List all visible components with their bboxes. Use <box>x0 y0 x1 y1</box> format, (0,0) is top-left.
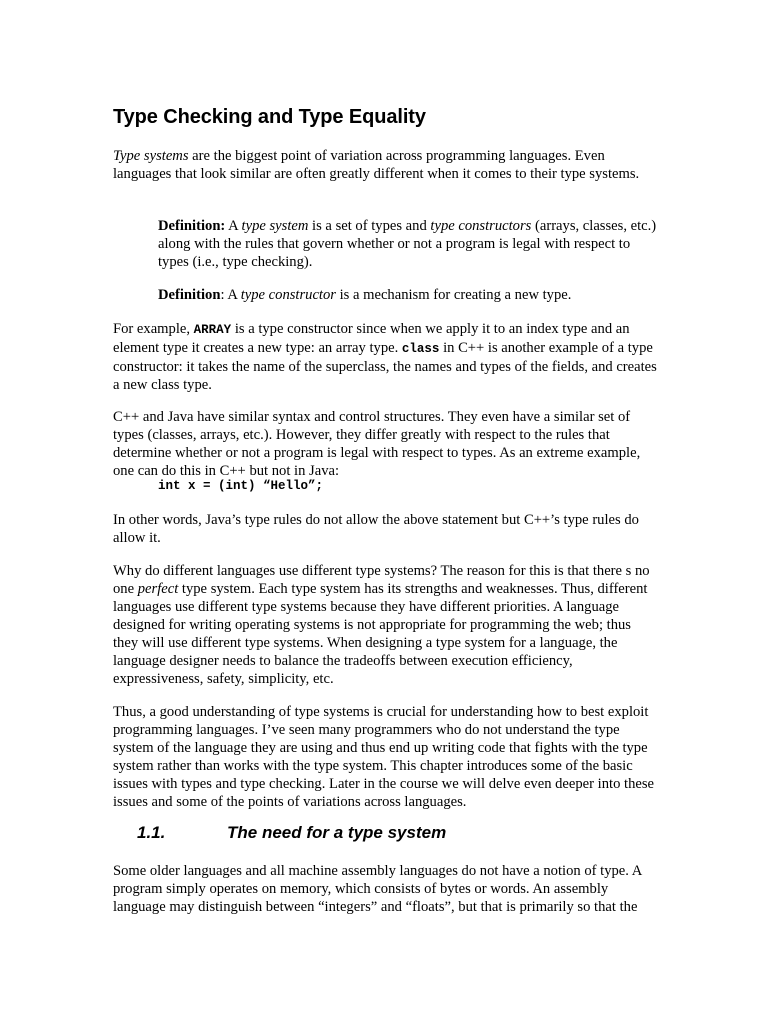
java-rules-paragraph: In other words, Java’s type rules do not allow the above statement but C++’s type rules do allow it. <box>113 512 639 546</box>
inline-code: class <box>401 342 440 356</box>
paragraph-text: : A <box>220 287 241 303</box>
paragraph-text: in C++ is another example of a type constructor: it takes the name of the superclass, the names and types of the fields, and creates a new class type. <box>113 340 657 393</box>
paragraph-text: type system. Each type system has its strengths and weaknesses. Thus, different languages use different type systems because they have different priorities. A language designed for writing operating systems is not appropriate for programming the web; thus they will use different type systems. When designing a type system for a language, the language designer needs to balance the tradeoffs between execution efficiency, expressiveness, safety, simplicity, etc. <box>113 581 648 687</box>
section-heading <box>137 823 446 843</box>
code-example: int x = (int) “Hello”; <box>158 479 324 493</box>
intro-paragraph <box>113 147 658 183</box>
understanding-paragraph: Thus, a good understanding of type systems is crucial for understanding how to best exploit programming languages. I’ve seen many programmers who do not understand the type system of the language they are using and thus end up writing code that fights with the type system rather than works with the type system. This chapter introduces some of the basic issues with types and type checking. Later in the course we will delve even deeper into these issues and some of the points of variations across languages. <box>113 704 655 810</box>
paragraph-text: (arrays, classes, etc.) along with the rules that govern whether or not a program is legal with respect to types (i.e., type checking). <box>158 218 657 270</box>
emphasis-text: type constructors <box>430 218 532 234</box>
definition-type-system <box>158 217 658 271</box>
paragraph-text: For example, <box>113 321 194 337</box>
emphasis-text: Type systems <box>113 148 189 164</box>
definition-label: Definition: <box>158 218 226 234</box>
paragraph-text: Why do different languages use different type systems? The reason for this is that there s no one <box>113 563 650 597</box>
emphasis-text: type constructor <box>240 287 336 303</box>
why-different-paragraph <box>113 562 658 688</box>
emphasis-text: type system <box>241 218 309 234</box>
definition-label: Definition <box>158 287 221 303</box>
older-languages-paragraph: Some older languages and all machine assembly languages do not have a notion of type. A program simply operates on memory, which consists of bytes or words. An assembly language may distinguish between “integers” and “floats”, but that is primarily so that the <box>113 863 642 915</box>
paragraph-text: is a set of types and <box>308 218 431 234</box>
cpp-java-paragraph: C++ and Java have similar syntax and control structures. They even have a similar set of types (classes, arrays, etc.). However, they differ greatly with respect to the rules that determine whether or not a program is legal with respect to types. As an extreme example, one can do this in C++ but not in Java: <box>113 409 641 479</box>
emphasis-text: perfect <box>137 581 179 597</box>
section-number: 1.1. <box>137 823 166 842</box>
page-title: Type Checking and Type Equality <box>113 106 426 128</box>
paragraph-text: is a mechanism for creating a new type. <box>335 287 572 303</box>
section-title: The need for a type system <box>227 823 447 842</box>
paragraph-text: are the biggest point of variation across programming languages. Even languages that look similar are often greatly different when it comes to their type systems. <box>113 148 640 182</box>
paragraph-text: A <box>225 218 242 234</box>
paragraph-text: is a type constructor since when we apply it to an index type and an element type it creates a new type: an array type. <box>113 321 630 356</box>
definition-type-constructor <box>158 286 658 304</box>
array-example-paragraph <box>113 320 658 394</box>
inline-code: ARRAY <box>193 323 232 337</box>
